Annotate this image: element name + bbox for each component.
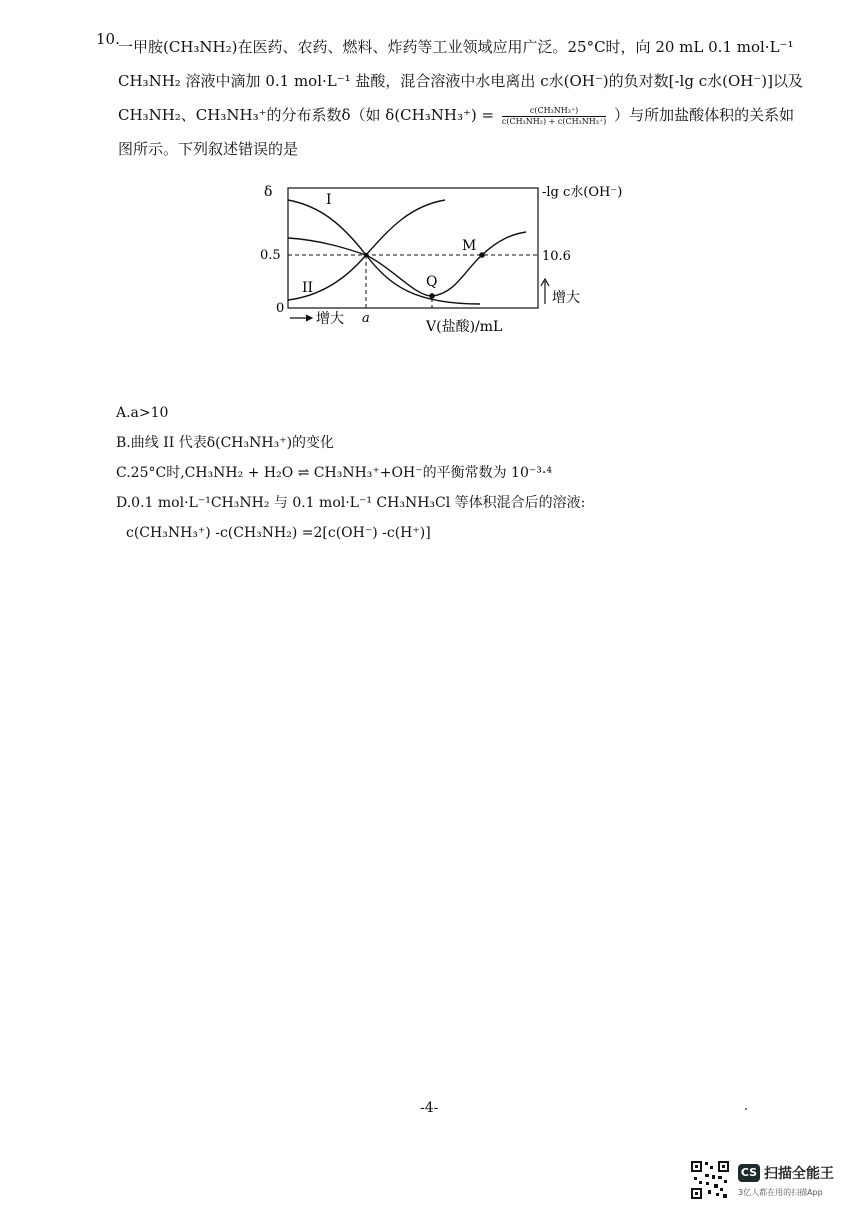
scanner-watermark (690, 1160, 840, 1204)
scanner-app-name: 扫描全能王 (764, 1166, 834, 1182)
point-M-marker (479, 252, 485, 258)
x-increase-label: 增大 (316, 311, 344, 327)
bottom-arrow-head (306, 315, 312, 321)
tick-half-label: 0.5 (260, 248, 281, 263)
point-Q-label: Q (426, 274, 438, 290)
question-line-3-start: CH₃NH₂、CH₃NH₃⁺的分布系数δ（如 δ(CH₃NH₃⁺) = (118, 106, 495, 124)
question-line-3-end: ）与所加盐酸体积的关系如 (614, 106, 795, 124)
scanner-tagline: 3亿人都在用的扫描App (738, 1188, 823, 1197)
question-line-2: CH₃NH₂ 溶液中滴加 0.1 mol·L⁻¹ 盐酸，混合溶液中水电离出 c水(OH⁻)的负对数[-lg c水(OH⁻)]以及 (118, 72, 803, 90)
fraction-denominator: c(CH₃NH₂) + c(CH₃NH₃⁺) (501, 116, 607, 126)
curve-II-label: II (302, 280, 314, 296)
option-d: D.0.1 mol·L⁻¹CH₃NH₂ 与 0.1 mol·L⁻¹ CH₃NH₃Cl 等体积混合后的溶液: (116, 495, 586, 511)
scan-speck (745, 1108, 747, 1110)
question-line-1: 一甲胺(CH₃NH₂)在医药、农药、燃料、炸药等工业领域应用广泛。25°C时，向 20 mL 0.1 mol·L⁻¹ (118, 38, 794, 56)
page-number: -4- (420, 1100, 439, 1116)
right-tick-label: 10.6 (542, 249, 571, 264)
figure-svg (250, 178, 630, 348)
curve-I-label: I (326, 192, 332, 208)
point-M-label: M (462, 238, 477, 254)
delta-axis-label: δ (264, 184, 273, 200)
question-number: 10. (96, 30, 120, 48)
right-increase-label: 增大 (552, 290, 580, 306)
fraction-numerator: c(CH₃NH₃⁺) (502, 106, 606, 117)
question-line-3 (96, 98, 796, 132)
question-block (96, 30, 803, 166)
question-line-4: 图所示。下列叙述错误的是 (118, 140, 299, 158)
water-curve (288, 232, 526, 296)
option-d-equation: c(CH₃NH₃⁺) -c(CH₃NH₂) =2[c(OH⁻) -c(H⁺)] (126, 525, 431, 541)
titration-figure (250, 178, 630, 348)
distribution-fraction (502, 106, 606, 127)
options-block (116, 398, 796, 548)
intersection-point (364, 253, 368, 257)
right-axis-label: -lg c水(OH⁻) (542, 185, 623, 200)
cs-logo: CS (738, 1164, 760, 1182)
tick-zero-label: 0 (276, 301, 285, 316)
option-c: C.25°C时,CH₃NH₂ + H₂O ⇌ CH₃NH₃⁺+OH⁻的平衡常数为 10⁻³·⁴ (116, 465, 552, 481)
point-Q-marker (429, 293, 435, 299)
a-mark-label: a (362, 311, 370, 326)
option-b: B.曲线 II 代表δ(CH₃NH₃⁺)的变化 (116, 435, 335, 451)
option-a: A.a>10 (116, 405, 169, 421)
qr-code-icon (690, 1160, 730, 1200)
x-axis-label: V(盐酸)/mL (426, 319, 503, 335)
